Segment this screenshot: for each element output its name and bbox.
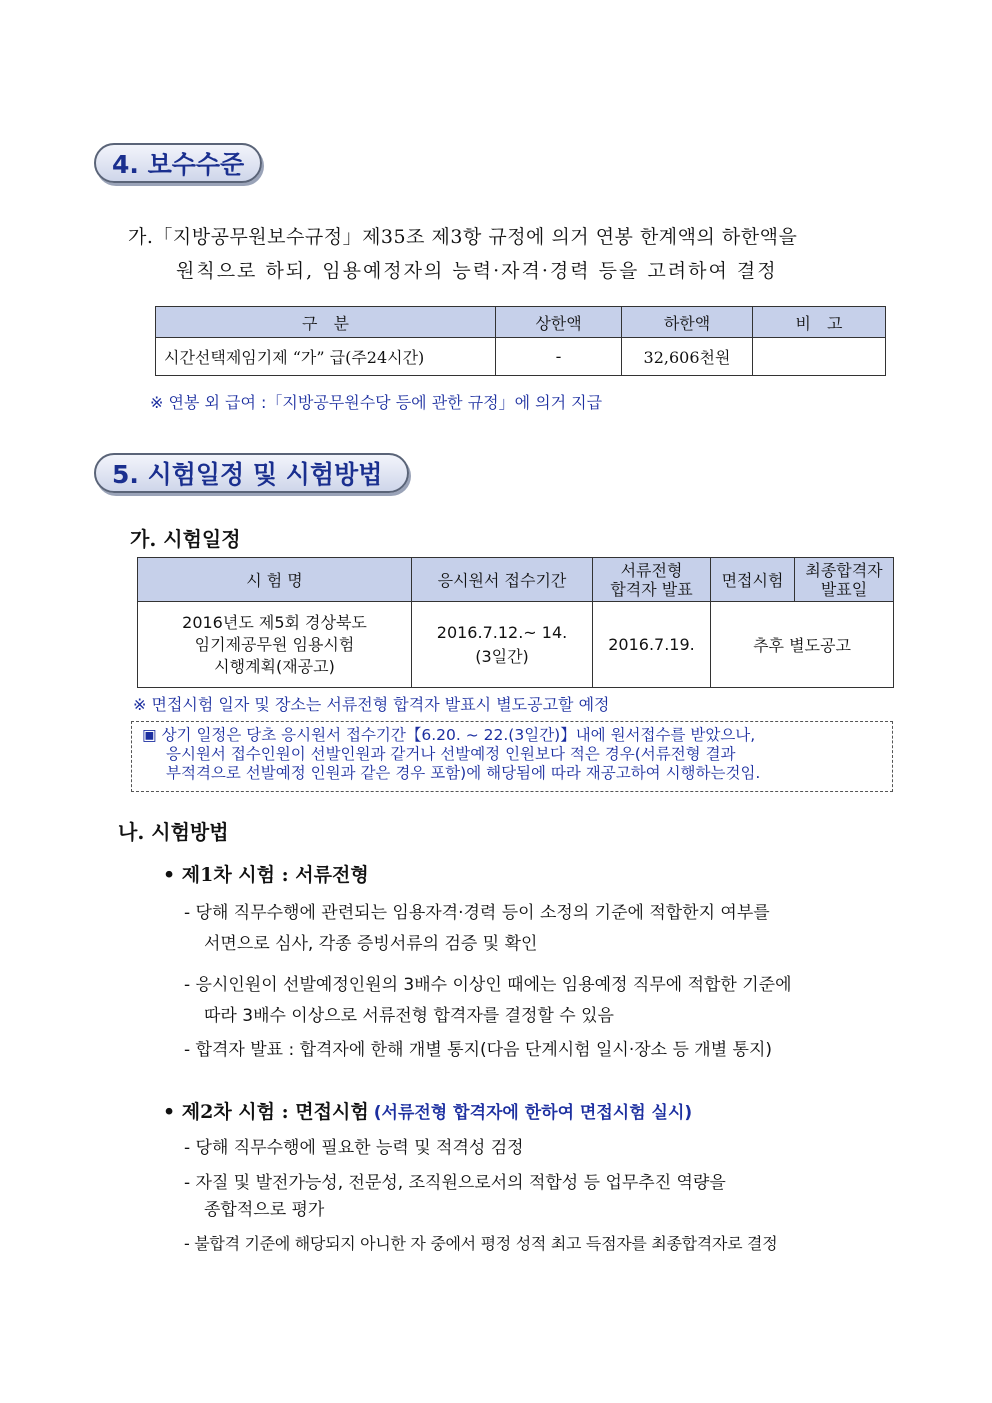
notice-line3: 부적격으로 선발예정 인원과 같은 경우 포함)에 해당됨에 따라 재공고하여 시행하는것임. [166,764,761,782]
reannouncement-notice-box [131,721,893,792]
sub-heading-schedule: 가. 시험일정 [130,527,241,551]
schedule-header-doc-result-l1: 서류전형 [620,560,683,580]
schedule-header-final-l1: 최종합격자 [805,560,883,580]
schedule-header-doc-result [593,558,711,602]
salary-cell-upper: - [496,338,622,376]
salary-header-upper: 상한액 [496,307,622,338]
exam1-title: • 제1차 시험 : 서류전형 [163,864,369,886]
exam1-item2-l2: 따라 3배수 이상으로 서류전형 합격자를 결정할 수 있음 [204,1006,614,1026]
sec5-note: ※ 면접시험 일자 및 장소는 서류전형 합격자 발표시 별도공고할 예정 [133,695,610,714]
exam2-item2-l1: - 자질 및 발전가능성, 전문성, 조직원으로서의 적합성 등 업무추진 역량을 [184,1173,726,1193]
exam1-item3: - 합격자 발표 : 합격자에 한해 개별 통지(다음 단계시험 일시·장소 등 개별 통지) [184,1040,773,1060]
section-4-title: 4. 보수수준 [94,143,262,183]
exam1-item1-l1: - 당해 직무수행에 관련되는 임용자격·경력 등이 소정의 기준에 적합한지 여부를 [184,903,770,923]
exam2-item2 [184,1170,899,1224]
schedule-cell-name-l3: 시행계획(재공고) [214,656,335,676]
sec4-paragraph-line1: 가.「지방공무원보수규정」제35조 제3항 규정에 의거 연봉 한계액의 하한액을 [128,226,798,248]
salary-cell-remark [753,338,886,376]
exam1-item2-l1: - 응시인원이 선발예정인원의 3배수 이상인 때에는 임용예정 직무에 적합한 기준에 [184,975,792,995]
exam2-item2-l2: 종합적으로 평가 [204,1200,325,1220]
salary-header-remark: 비 고 [753,307,886,338]
section-5-title: 5. 시험일정 및 시험방법 [94,453,409,493]
schedule-cell-period [412,602,593,688]
exam2-item3: - 불합격 기준에 해당되지 아니한 자 중에서 평정 성적 최고 득점자를 최종합격자로 결정 [184,1234,778,1253]
salary-cell-lower: 32,606천원 [622,338,753,376]
schedule-cell-doc-result: 2016.7.19. [593,602,711,688]
schedule-cell-period-l1: 2016.7.12.~ 14. [436,622,568,642]
salary-cell-category: 시간선택제임기제 “가” 급(주24시간) [156,338,496,376]
schedule-header-name: 시 험 명 [138,558,412,602]
notice-line2: 응시원서 접수인원이 선발인원과 같거나 선발예정 인원보다 적은 경우(서류전형 결과 [166,745,736,763]
exam2-title-note: (서류전형 합격자에 한하여 면접시험 실시) [373,1103,693,1123]
schedule-header-interview: 면접시험 [711,558,795,602]
exam1-item2 [184,970,899,1032]
exam2-title: • 제2차 시험 : 면접시험 [163,1101,369,1123]
schedule-cell-interview-final: 추후 별도공고 [711,602,894,688]
schedule-header-final-l2: 발표일 [820,579,868,599]
exam2-item1: - 당해 직무수행에 필요한 능력 및 적격성 검정 [184,1138,524,1158]
salary-header-lower: 하한액 [622,307,753,338]
schedule-table [137,557,894,688]
schedule-header-doc-result-l2: 합격자 발표 [610,579,693,599]
schedule-header-period: 응시원서 접수기간 [412,558,593,602]
schedule-cell-name [138,602,412,688]
exam1-item1 [184,898,899,960]
exam2-title-row [163,1097,692,1124]
schedule-cell-name-l1: 2016년도 제5회 경상북도 [182,612,367,632]
salary-header-category: 구 분 [156,307,496,338]
schedule-header-final [795,558,894,602]
sec4-paragraph-line2: 원칙으로 하되, 임용예정자의 능력·자격·경력 등을 고려하여 결정 [176,260,778,282]
exam1-item1-l2: 서면으로 심사, 각종 증빙서류의 검증 및 확인 [204,934,538,954]
salary-table [155,306,886,376]
sec4-note: ※ 연봉 외 급여 :「지방공무원수당 등에 관한 규정」에 의거 지급 [150,393,603,412]
sub-heading-method: 나. 시험방법 [118,820,229,844]
schedule-cell-name-l2: 임기제공무원 임용시험 [194,634,355,654]
schedule-cell-period-l2: (3일간) [475,646,529,666]
notice-line1: ▣ 상기 일정은 당초 응시원서 접수기간【6.20. ~ 22.(3일간)】내에 원서접수를 받았으나, [142,726,756,744]
